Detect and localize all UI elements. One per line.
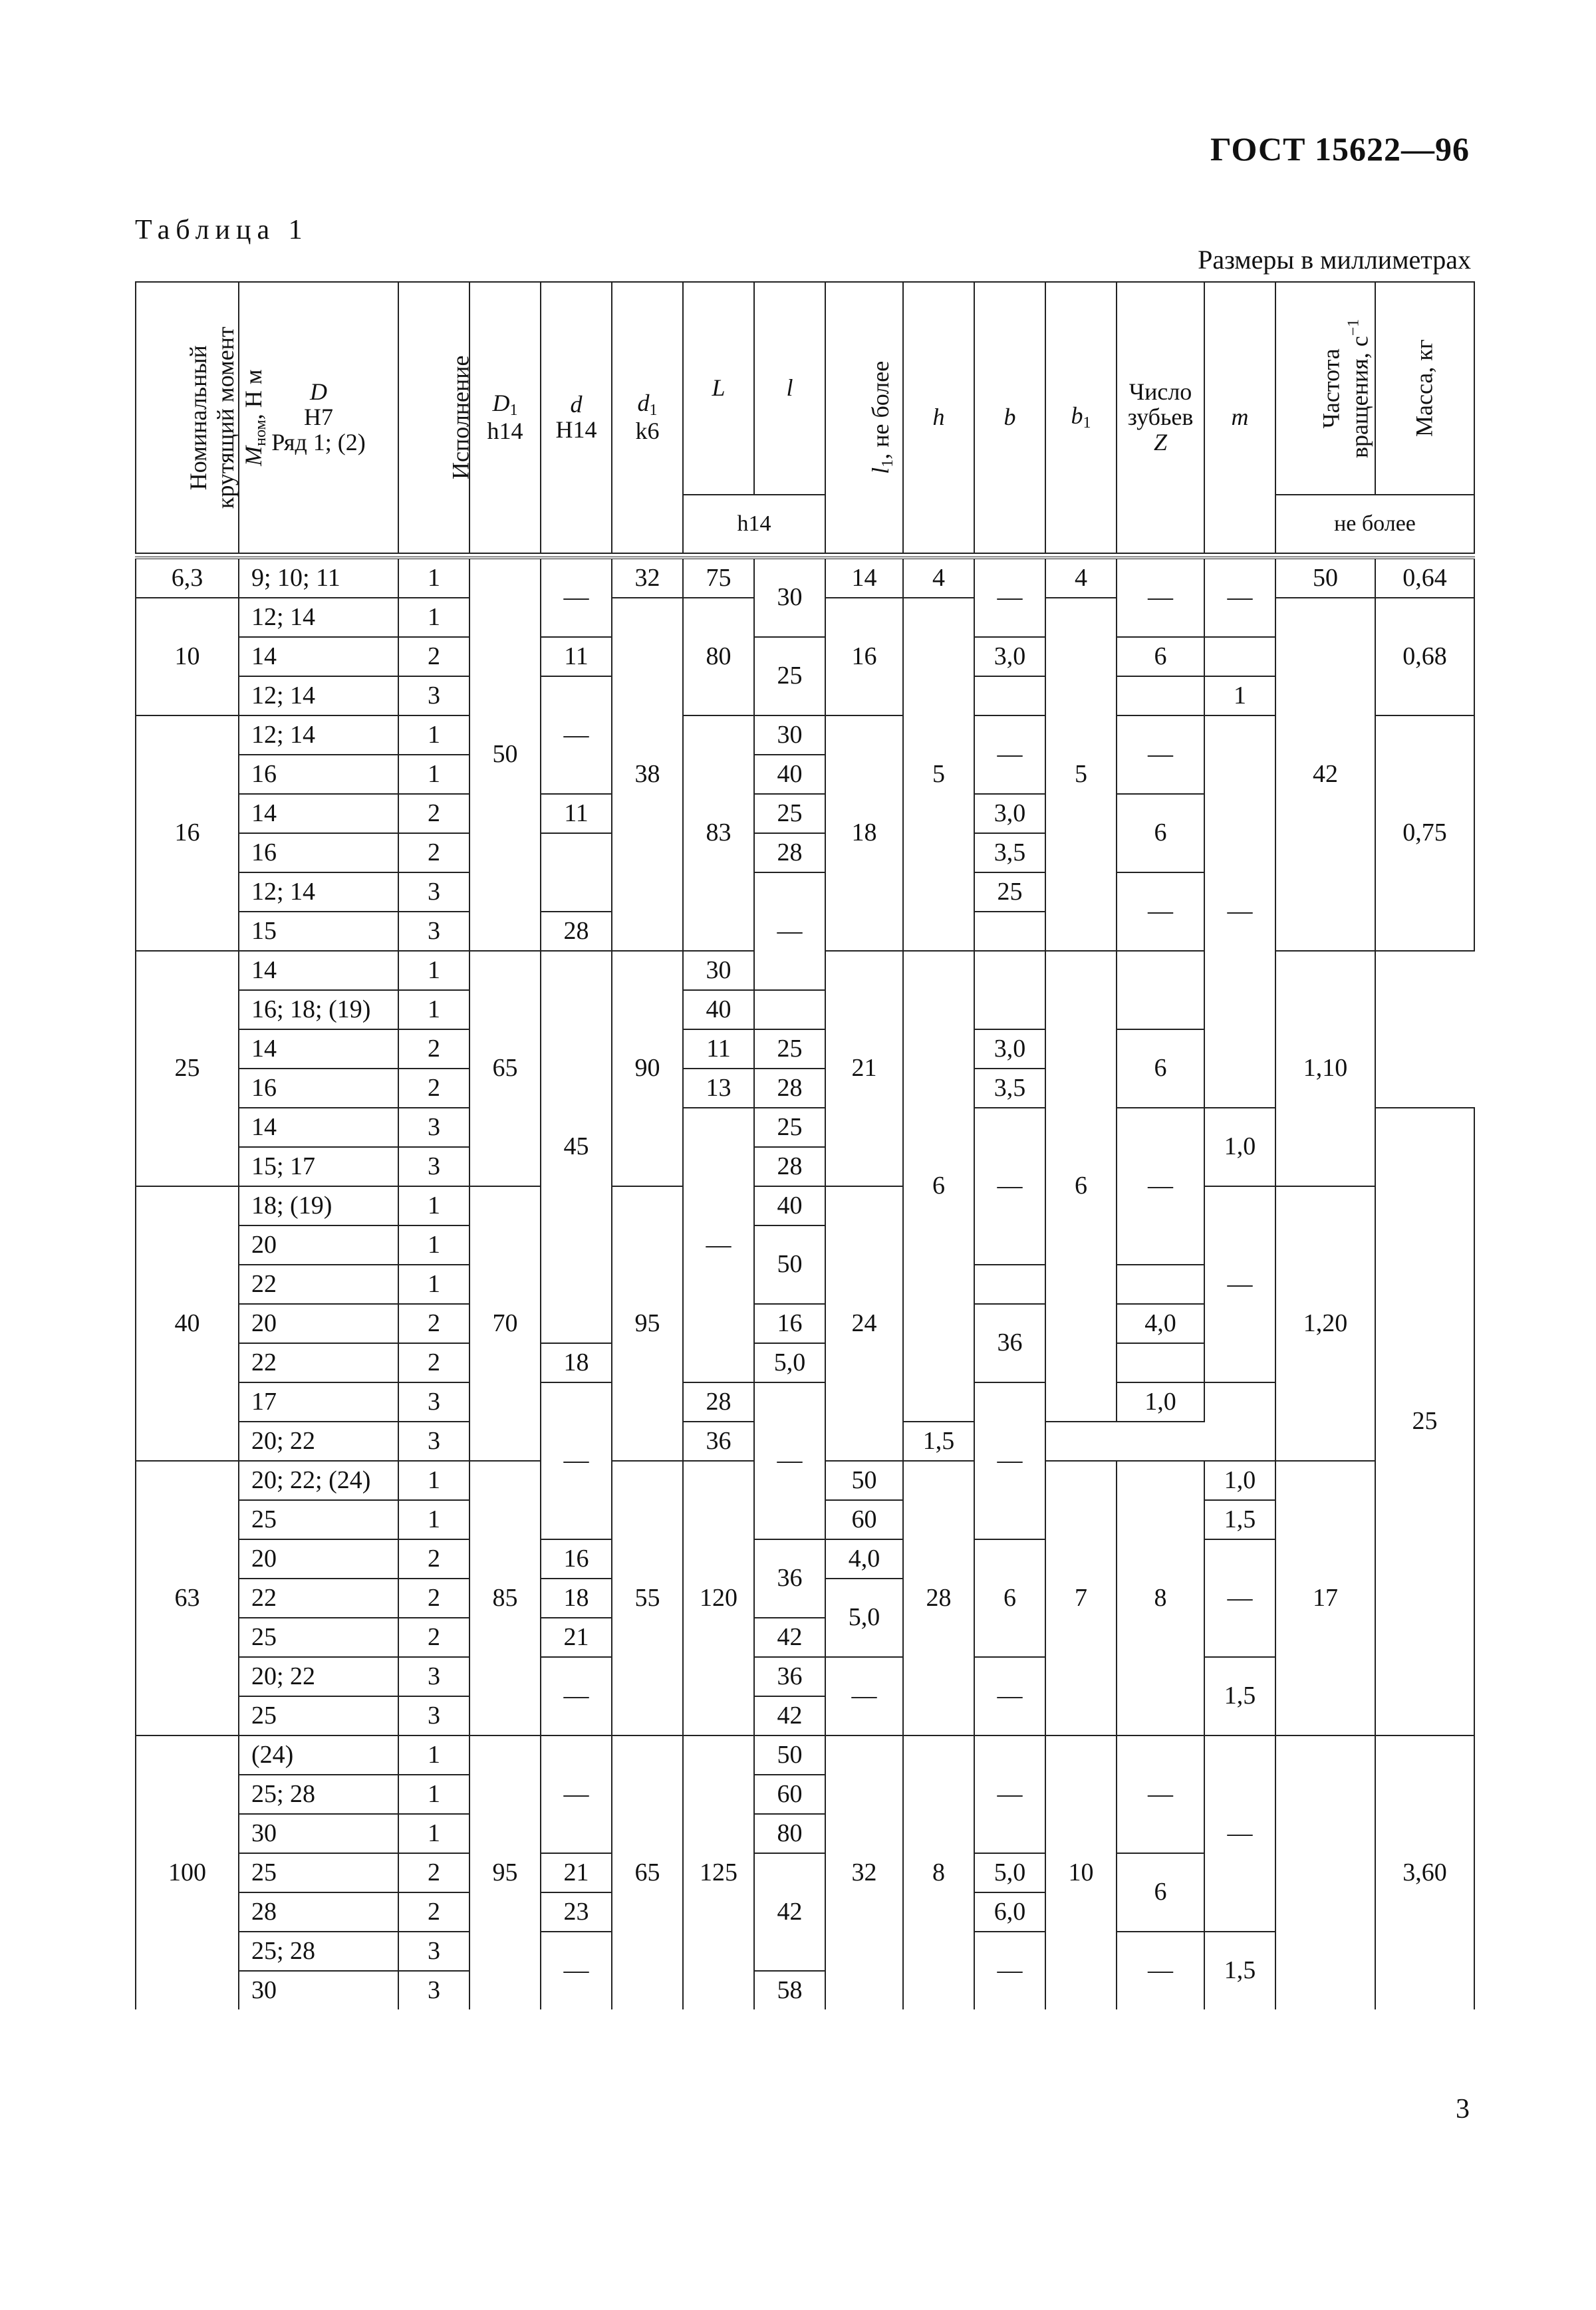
table-cell: 20; 22; (24) [239, 1461, 398, 1500]
header-D1: $D_1$ h14 [469, 282, 541, 553]
table-cell: 1 [398, 1225, 469, 1265]
table-cell: — [541, 1735, 612, 1853]
table-row [136, 558, 1474, 598]
table-cell: 42 [1275, 598, 1375, 951]
table-cell: 60 [754, 1775, 825, 1814]
table-cell: 55 [612, 1461, 683, 1735]
table-cell: 50 [825, 1461, 903, 1500]
table-cell: 25 [974, 872, 1045, 912]
table-cell: 36 [683, 1422, 754, 1461]
table-row [136, 1657, 1474, 1696]
table-cell: — [974, 558, 1045, 637]
table-cell: 2 [398, 1892, 469, 1932]
header-b1: $b_1$ [1045, 282, 1117, 553]
table-cell: 18 [541, 1343, 612, 1382]
table-cell: 4,0 [825, 1539, 903, 1579]
table-cell: 16 [239, 1069, 398, 1108]
table-cell: — [1204, 1735, 1275, 1932]
table-cell: 63 [136, 1461, 239, 1735]
header-teeth: Число зубьев Z [1117, 282, 1204, 553]
table-cell: — [1117, 715, 1204, 794]
table-cell: 32 [612, 558, 683, 598]
header-not-more: не более [1275, 495, 1474, 553]
table-cell: 17 [239, 1382, 398, 1422]
table-cell [541, 833, 612, 912]
header-row [136, 282, 1474, 495]
table-cell: 30 [683, 951, 754, 990]
table-cell: 25 [239, 1500, 398, 1539]
table-cell: — [1204, 715, 1275, 1108]
table-cell: 50 [754, 1735, 825, 1775]
table-cell: — [1204, 1539, 1275, 1657]
table-cell: 1 [398, 598, 469, 637]
table-cell: 6 [903, 951, 974, 1422]
table-cell: 11 [541, 794, 612, 833]
table-cell: 1 [398, 990, 469, 1029]
table-cell: — [1117, 1932, 1204, 2009]
table-cell: 2 [398, 1618, 469, 1657]
header-D: D H7 Ряд 1; (2) [239, 282, 398, 553]
table-cell: 42 [754, 1618, 825, 1657]
table-cell: 80 [683, 598, 754, 715]
table-cell: 80 [754, 1814, 825, 1853]
table-cell: 20; 22 [239, 1657, 398, 1696]
table-cell: 1,5 [1204, 1932, 1275, 2009]
table-cell: 2 [398, 1579, 469, 1618]
table-cell: 12; 14 [239, 715, 398, 755]
table-cell [974, 951, 1045, 1029]
table-cell: 18; (19) [239, 1186, 398, 1225]
table-cell: 28 [754, 833, 825, 872]
table-cell: 14 [239, 794, 398, 833]
table-cell: 5 [903, 598, 974, 951]
table-cell: 1,0 [1117, 1382, 1204, 1422]
table-cell: 3,0 [974, 794, 1045, 833]
table-cell: — [1117, 1735, 1204, 1853]
table-cell: 3 [398, 1932, 469, 1971]
table-cell: 8 [903, 1735, 974, 2009]
table-cell: 50 [754, 1225, 825, 1304]
table-cell: — [1117, 872, 1204, 951]
table-cell: 0,64 [1375, 558, 1474, 598]
table-cell: 28 [683, 1382, 754, 1422]
table-cell: 28 [754, 1069, 825, 1108]
dimensions-table [135, 281, 1475, 2009]
table-cell: 95 [469, 1735, 541, 2009]
table-cell: — [974, 1382, 1045, 1539]
table-cell: 0,75 [1375, 715, 1474, 951]
table-cell: 6 [974, 1539, 1045, 1657]
table-cell: 50 [469, 558, 541, 951]
table-cell: 2 [398, 1539, 469, 1579]
table-cell: 1 [398, 1735, 469, 1775]
table-cell: 25 [754, 1108, 825, 1147]
table-cell: 16 [754, 1304, 825, 1343]
table-cell: 1 [398, 1500, 469, 1539]
document-code: ГОСТ 15622—96 [1210, 130, 1470, 168]
table-cell: 25 [239, 1696, 398, 1735]
table-cell: 3 [398, 1147, 469, 1186]
table-row [136, 1186, 1474, 1225]
table-cell: 8 [1117, 1461, 1204, 1735]
table-cell: 18 [825, 715, 903, 951]
table-cell: — [541, 1657, 612, 1735]
table-cell: 6,0 [974, 1892, 1045, 1932]
table-cell: 3,5 [974, 1069, 1045, 1108]
table-cell: 2 [398, 794, 469, 833]
table-cell: 42 [754, 1696, 825, 1735]
table-cell: 32 [825, 1735, 903, 2009]
table-cell: 25 [754, 794, 825, 833]
table-cell: 10 [136, 598, 239, 715]
header-h: h [903, 282, 974, 553]
table-cell: 58 [754, 1971, 825, 2009]
table-cell: 3 [398, 1971, 469, 2009]
table-cell: 6 [1117, 1029, 1204, 1108]
table-cell: 16; 18; (19) [239, 990, 398, 1029]
header-variant: Исполнение [398, 282, 469, 553]
header-l1: $l_1$, не более [825, 282, 903, 553]
table-cell: 95 [612, 1186, 683, 1461]
table-cell: 3 [398, 1696, 469, 1735]
table-cell: 12; 14 [239, 676, 398, 715]
table-cell: — [974, 1932, 1045, 2009]
table-cell: 1 [398, 951, 469, 990]
table-row [136, 715, 1474, 755]
table-cell: 2 [398, 637, 469, 676]
table-cell: 1 [398, 755, 469, 794]
table-caption: Таблица 1 [135, 215, 309, 245]
table-cell: 1,0 [1204, 1108, 1275, 1186]
table-cell [974, 676, 1045, 715]
table-cell: 3,0 [974, 1029, 1045, 1069]
table-cell: 21 [541, 1618, 612, 1657]
table-cell: 3,0 [974, 637, 1045, 676]
table-cell: 12; 14 [239, 872, 398, 912]
table-cell: 22 [239, 1265, 398, 1304]
table-cell: 24 [825, 1186, 903, 1461]
table-cell: 1 [398, 1186, 469, 1225]
table-cell [1117, 951, 1204, 1029]
table-cell: — [1204, 558, 1275, 637]
table-cell: 3 [398, 1657, 469, 1696]
table-cell: 1,20 [1275, 1186, 1375, 1461]
header-frequency: Частота вращения, $с^{-1}$ [1275, 282, 1375, 495]
table-cell: 1,10 [1275, 951, 1375, 1186]
table-cell: 25 [1375, 1108, 1474, 1735]
table-cell: 1 [1204, 676, 1275, 715]
table-cell: 3 [398, 872, 469, 912]
table-cell: 2 [398, 1853, 469, 1892]
table-cell [1117, 676, 1204, 715]
header-l: l [754, 282, 825, 495]
table-cell: 25 [754, 637, 825, 715]
table-cell: 16 [239, 833, 398, 872]
table-cell: 11 [683, 1029, 754, 1069]
table-cell: 20 [239, 1539, 398, 1579]
table-cell: 20 [239, 1304, 398, 1343]
table-cell: 125 [683, 1735, 754, 2009]
table-cell: 120 [683, 1461, 754, 1735]
table-cell: 6,3 [136, 558, 239, 598]
table-cell: 25 [136, 951, 239, 1186]
table-cell: 13 [683, 1069, 754, 1108]
table-cell: 16 [239, 755, 398, 794]
table-cell: 6 [1045, 951, 1117, 1422]
table-cell: 1 [398, 715, 469, 755]
table-cell: 21 [825, 951, 903, 1186]
table-cell: 40 [683, 990, 754, 1029]
table-cell: 1 [398, 558, 469, 598]
table-cell: 16 [541, 1539, 612, 1579]
table-cell: 3 [398, 1108, 469, 1147]
table-cell [1204, 637, 1275, 676]
table-cell: 3 [398, 1422, 469, 1461]
table-cell: 20; 22 [239, 1422, 398, 1461]
table-cell: 4 [903, 558, 974, 598]
table-cell: 28 [541, 912, 612, 951]
table-cell: — [1117, 558, 1204, 637]
header-d: d H14 [541, 282, 612, 553]
table-cell: — [754, 872, 825, 990]
table-cell: — [974, 715, 1045, 794]
page-number: 3 [1456, 2094, 1470, 2124]
table-cell: — [1117, 1108, 1204, 1265]
table-cell: — [974, 1735, 1045, 1853]
table-cell: 42 [754, 1853, 825, 1971]
table-cell: 22 [239, 1579, 398, 1618]
table-cell: 83 [683, 715, 754, 951]
table-row [136, 1735, 1474, 1775]
table-cell: 65 [612, 1735, 683, 2009]
table-cell: 1,5 [1204, 1500, 1275, 1539]
table-cell: 90 [612, 951, 683, 1186]
table-cell: 30 [239, 1971, 398, 2009]
table-cell: 25; 28 [239, 1775, 398, 1814]
table-cell: 3,60 [1375, 1735, 1474, 2009]
table-cell: 4,0 [1117, 1304, 1204, 1343]
table-row [136, 1108, 1474, 1147]
table-cell: 16 [136, 715, 239, 951]
table-cell: — [541, 558, 612, 637]
table-cell: 6 [1117, 1853, 1204, 1932]
table-cell: 40 [754, 755, 825, 794]
table-cell: 1,5 [1204, 1657, 1275, 1735]
table-cell: — [683, 1108, 754, 1382]
table-row [136, 1539, 1474, 1579]
table-cell: 1,5 [903, 1422, 974, 1461]
table-cell: 20 [239, 1225, 398, 1265]
table-cell: 36 [974, 1304, 1045, 1382]
table-cell: 10 [1045, 1735, 1117, 2009]
table-cell: 11 [541, 637, 612, 676]
header-torque: Номинальный крутящий момент $M_{ном}$, Н м [136, 282, 239, 553]
table-cell: 30 [239, 1814, 398, 1853]
table-cell: — [974, 1108, 1045, 1265]
table-cell: 15; 17 [239, 1147, 398, 1186]
table-cell [1275, 1735, 1375, 2009]
table-cell: 28 [239, 1892, 398, 1932]
table-cell: — [974, 1657, 1045, 1735]
header-b: b [974, 282, 1045, 553]
table-cell: (24) [239, 1735, 398, 1775]
table-cell: 70 [469, 1186, 541, 1461]
table-cell: 65 [469, 951, 541, 1186]
table-cell: 14 [239, 637, 398, 676]
table-cell: 28 [754, 1147, 825, 1186]
header-d1: $d_1$ k6 [612, 282, 683, 553]
table-cell: 0,68 [1375, 598, 1474, 715]
table-cell: 3 [398, 1382, 469, 1422]
table-cell: 6 [1117, 794, 1204, 872]
table-cell: 2 [398, 1304, 469, 1343]
table-cell: 9; 10; 11 [239, 558, 398, 598]
table-row [136, 1382, 1474, 1422]
table-cell: 1 [398, 1775, 469, 1814]
table-cell: 3 [398, 912, 469, 951]
table-cell: 14 [239, 1108, 398, 1147]
table-cell: 1 [398, 1814, 469, 1853]
table-cell: 3 [398, 676, 469, 715]
table-row [136, 637, 1474, 676]
table-cell: 28 [903, 1461, 974, 1735]
table-cell: 17 [1275, 1461, 1375, 1735]
table-cell: 21 [541, 1853, 612, 1892]
table-cell: 25; 28 [239, 1932, 398, 1971]
table-cell: — [541, 1932, 612, 2009]
table-cell: 14 [825, 558, 903, 598]
table-cell: 1 [398, 1461, 469, 1500]
table-cell: 25 [239, 1618, 398, 1657]
table-cell: 60 [825, 1500, 903, 1539]
table-cell: 36 [754, 1657, 825, 1696]
table-cell: 38 [612, 598, 683, 951]
table-cell: 1 [398, 1265, 469, 1304]
table-cell: — [754, 1382, 825, 1539]
table-cell: 40 [136, 1186, 239, 1461]
table-cell: 18 [541, 1579, 612, 1618]
table-cell: 30 [754, 715, 825, 755]
table-cell: 36 [754, 1539, 825, 1618]
header-mass: Масса, кг [1375, 282, 1474, 495]
table-cell: 2 [398, 1343, 469, 1382]
table-cell: 4 [1045, 558, 1117, 598]
table-cell: 5,0 [825, 1579, 903, 1657]
table-cell: 30 [754, 558, 825, 637]
table-cell: 5,0 [754, 1343, 825, 1382]
table-cell: 22 [239, 1343, 398, 1382]
table-cell: 16 [825, 598, 903, 715]
table-cell: 85 [469, 1461, 541, 1735]
table-cell: 2 [398, 833, 469, 872]
table-cell: 75 [683, 558, 754, 598]
header-m: m [1204, 282, 1275, 553]
table-cell: — [825, 1657, 903, 1735]
table-cell: 14 [239, 951, 398, 990]
units-note: Размеры в миллиметрах [1198, 245, 1471, 275]
table-cell: 12; 14 [239, 598, 398, 637]
table-cell: 3,5 [974, 833, 1045, 872]
table-cell: — [541, 1382, 612, 1539]
table-cell: 14 [239, 1029, 398, 1069]
table-cell: — [1204, 1186, 1275, 1382]
header-L: L [683, 282, 754, 495]
table-cell: 5 [1045, 598, 1117, 951]
table-cell: 7 [1045, 1461, 1117, 1735]
table-cell: 100 [136, 1735, 239, 2009]
table-cell: 50 [1275, 558, 1375, 598]
table-cell: 5,0 [974, 1853, 1045, 1892]
table-cell: 23 [541, 1892, 612, 1932]
table-cell: 40 [754, 1186, 825, 1225]
table-cell: 25 [239, 1853, 398, 1892]
table-cell: 15 [239, 912, 398, 951]
table-cell: 25 [754, 1029, 825, 1069]
header-h14: h14 [683, 495, 825, 553]
table-cell: 1,0 [1204, 1461, 1275, 1500]
table-cell: 2 [398, 1069, 469, 1108]
table-cell: 2 [398, 1029, 469, 1069]
table-cell: 6 [1117, 637, 1204, 676]
table-cell: 45 [541, 951, 612, 1343]
table-cell: — [541, 676, 612, 794]
